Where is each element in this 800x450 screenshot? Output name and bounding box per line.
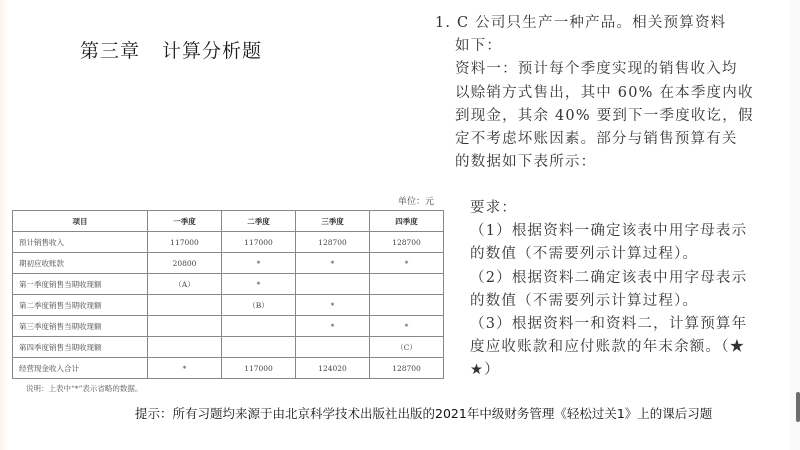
row-label: 预计销售收入 [13, 232, 148, 253]
problem-line: 资料一：预计每个季度实现的销售收入均 [455, 61, 738, 78]
header-q1: 一季度 [148, 211, 222, 232]
cell: 128700 [296, 232, 370, 253]
cell [148, 295, 222, 316]
scrollbar-thumb[interactable] [796, 392, 800, 422]
cell [370, 295, 444, 316]
scrollbar-track[interactable] [790, 0, 800, 450]
requirement-line: （3）根据资料一和资料二，计算预算年 [470, 316, 748, 333]
cell [296, 274, 370, 295]
table-row [13, 232, 444, 253]
source-hint: 提示：所有习题均来源于由北京科学技术出版社出版的2021年中级财务管理《轻松过关1》上的课后习题 [135, 406, 713, 421]
cell [222, 337, 296, 358]
table-unit-label: 单位：元 [398, 197, 435, 207]
chapter-name: 计算分析题 [162, 40, 263, 62]
header-q3: 三季度 [296, 211, 370, 232]
cell: * [148, 358, 222, 379]
table-row [13, 358, 444, 379]
header-q4: 四季度 [370, 211, 444, 232]
table-row [13, 274, 444, 295]
requirement-line: 要求： [470, 200, 518, 216]
chapter-title [80, 36, 262, 63]
cell: 117000 [222, 358, 296, 379]
row-label: 第三季度销售当期收现额 [13, 316, 148, 337]
requirement-line: 度应收账款和应付账款的年末余额。（★ [470, 339, 746, 356]
row-label: 第四季度销售当期收现额 [13, 337, 148, 358]
table-header-row [13, 211, 444, 232]
cell: 124020 [296, 358, 370, 379]
cell [148, 337, 222, 358]
cell: 117000 [222, 232, 296, 253]
requirement-line: （1）根据资料一确定该表中用字母表示 [470, 223, 748, 240]
cell [222, 316, 296, 337]
header-item: 项目 [13, 211, 148, 232]
problem-line: 的数据如下表所示： [455, 154, 597, 171]
cell [296, 337, 370, 358]
problem-line: 1. C 公司只生产一种产品。相关预算资料 [435, 15, 727, 31]
cell: * [296, 295, 370, 316]
cell: 128700 [370, 358, 444, 379]
row-label: 经营现金收入合计 [13, 358, 148, 379]
problem-statement [435, 12, 780, 174]
requirements [470, 197, 790, 383]
cell: * [370, 253, 444, 274]
problem-line: 以赊销方式售出，其中 60% 在本季度内收 [455, 84, 754, 101]
chapter-number: 第三章 [80, 40, 141, 62]
cell: 20800 [148, 253, 222, 274]
cell: （C） [370, 337, 444, 358]
requirement-line: （2）根据资料二确定该表中用字母表示 [470, 269, 748, 286]
header-q2: 二季度 [222, 211, 296, 232]
page-edge-shade [0, 0, 8, 450]
cell: （B） [222, 295, 296, 316]
table-row [13, 316, 444, 337]
sales-budget-table [12, 210, 444, 379]
cell: * [222, 274, 296, 295]
cell [370, 274, 444, 295]
table-row [13, 295, 444, 316]
table-note: 说明：上表中“*”表示省略的数据。 [26, 384, 143, 393]
cell: * [296, 253, 370, 274]
requirement-line: 的数值（不需要列示计算过程）。 [470, 246, 699, 263]
row-label: 第一季度销售当期收现额 [13, 274, 148, 295]
problem-line: 定不考虑坏账因素。部分与销售预算有关 [455, 131, 738, 148]
requirement-line: 的数值（不需要列示计算过程）。 [470, 292, 699, 309]
cell: （A） [148, 274, 222, 295]
problem-line: 到现金，其余 40% 要到下一季度收讫，假 [455, 107, 754, 124]
requirement-line: ★） [470, 362, 500, 379]
cell: * [222, 253, 296, 274]
row-label: 期初应收账款 [13, 253, 148, 274]
row-label: 第二季度销售当期收现额 [13, 295, 148, 316]
problem-line: 如下： [455, 38, 503, 55]
cell [148, 316, 222, 337]
table-row [13, 337, 444, 358]
cell: * [296, 316, 370, 337]
cell: * [370, 316, 444, 337]
cell: 128700 [370, 232, 444, 253]
cell: 117000 [148, 232, 222, 253]
table-row [13, 253, 444, 274]
